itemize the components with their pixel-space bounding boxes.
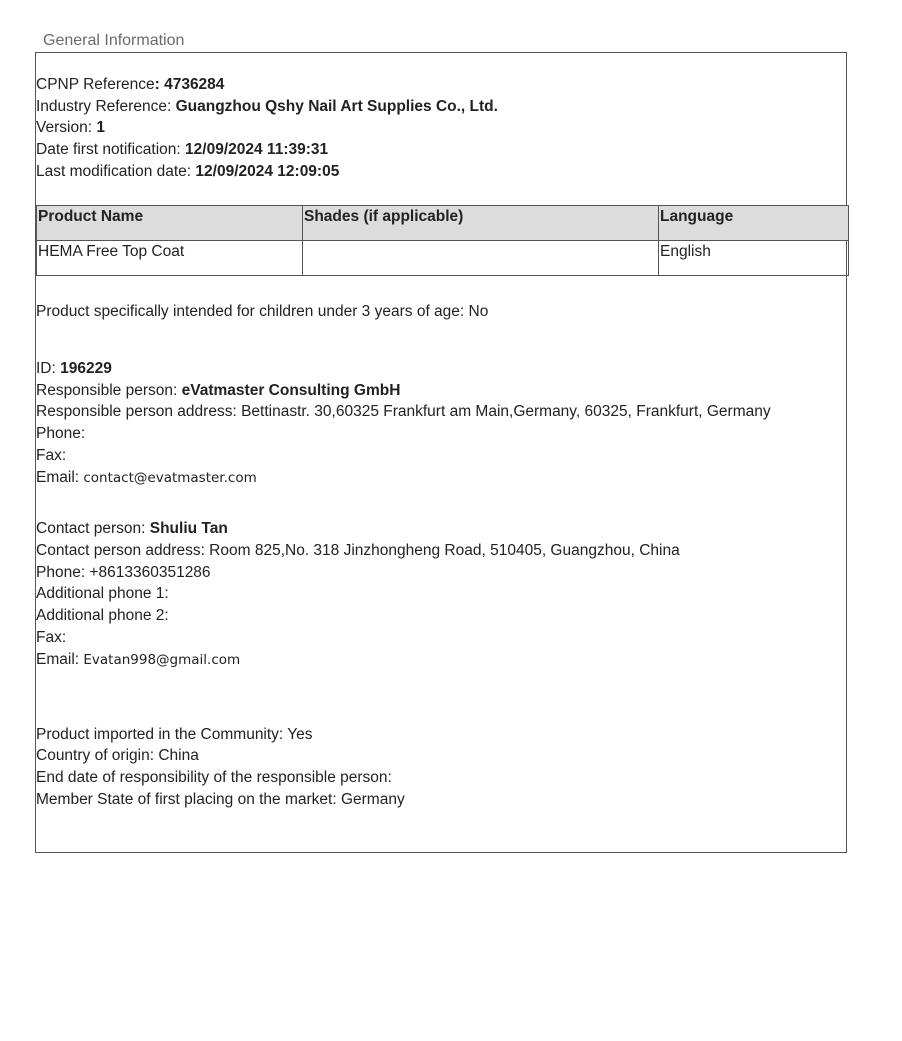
cell-product-name: HEMA Free Top Coat [37,241,303,276]
last-modification-date [36,162,339,182]
last-modification-value: 12/09/2024 12:09:05 [195,163,340,180]
general-information-panel [35,52,847,853]
table-header-row [37,206,849,241]
contact-email [36,650,240,670]
end-date-responsibility: End date of responsibility of the responsible person: [36,769,392,786]
contact-person-label: Contact person: [36,520,150,537]
industry-reference [36,97,498,117]
responsible-email [36,468,257,488]
responsible-person-label: Responsible person: [36,382,182,399]
cpnp-label: CPNP Reference [36,76,155,93]
id-value: 196229 [60,360,112,377]
products-table [36,205,849,276]
responsible-email-value: contact@evatmaster.com [83,470,257,486]
table-row [37,241,849,276]
industry-value: Guangzhou Qshy Nail Art Supplies Co., Ltd. [175,98,498,115]
responsible-fax: Fax: [36,447,67,464]
responsible-id [36,359,112,379]
responsible-person [36,381,400,401]
cpnp-reference [36,75,224,95]
cell-shades [303,241,659,276]
responsible-address: Responsible person address: Bettinastr. 30,60325 Frankfurt am Main,Germany, 60325, Frankfurt, Germany [36,403,771,420]
contact-person [36,519,228,539]
contact-additional-phone-1: Additional phone 1: [36,585,169,602]
first-notification-value: 12/09/2024 11:39:31 [185,141,329,158]
contact-email-value: Evatan998@gmail.com [83,652,241,668]
version [36,118,105,138]
first-notification-label: Date first notification: [36,141,186,158]
industry-label: Industry Reference: [36,98,176,115]
contact-email-label: Email: [36,651,84,668]
country-of-origin: Country of origin: China [36,747,199,764]
responsible-phone: Phone: [36,425,86,442]
column-header-product-name: Product Name [37,206,303,241]
responsible-email-label: Email: [36,469,84,486]
column-header-language: Language [659,206,849,241]
column-header-shades: Shades (if applicable) [303,206,659,241]
section-title: General Information [43,32,185,49]
date-first-notification [36,140,328,160]
cell-language: English [659,241,849,276]
cpnp-value: : 4736284 [154,76,225,93]
contact-address: Contact person address: Room 825,No. 318 Jinzhongheng Road, 510405, Guangzhou, China [36,542,680,559]
contact-additional-phone-2: Additional phone 2: [36,607,169,624]
last-modification-label: Last modification date: [36,163,196,180]
children-under-3: Product specifically intended for children under 3 years of age: No [36,303,489,320]
member-state-first-placing: Member State of first placing on the market: Germany [36,791,405,808]
version-label: Version: [36,119,97,136]
contact-person-value: Shuliu Tan [149,520,228,537]
responsible-person-value: eVatmaster Consulting GmbH [181,382,401,399]
contact-phone: Phone: +8613360351286 [36,564,211,581]
contact-fax: Fax: [36,629,67,646]
id-label: ID: [36,360,61,377]
version-value: 1 [96,119,105,136]
product-imported: Product imported in the Community: Yes [36,726,313,743]
